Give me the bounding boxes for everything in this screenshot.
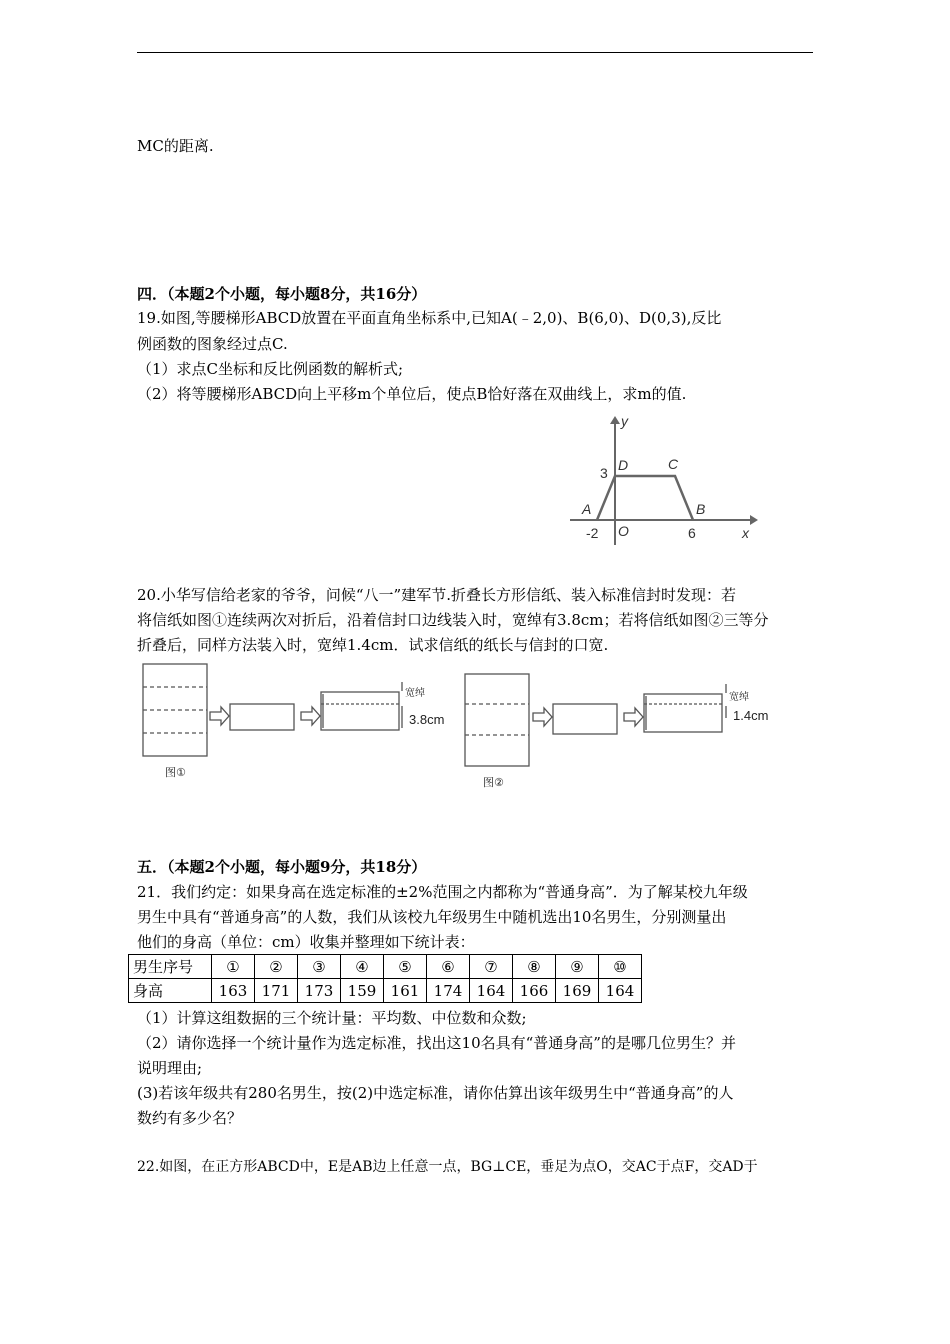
height-value: 171 [255,979,298,1003]
fig1-arrow-1 [210,707,229,725]
student-id: ⑨ [556,955,599,979]
student-id: ⑤ [384,955,427,979]
height-value: 161 [384,979,427,1003]
fig2-envelope [644,694,722,732]
q21-part2a: （2）请你选择一个统计量作为选定标准，找出这10名具有“普通身高”的是哪几位男生？并 [137,1034,736,1052]
q21-line1: 21．我们约定：如果身高在选定标准的±2%范围之内都称为“普通身高”．为了解某校九年级 [137,883,748,901]
label-b: B [696,501,706,517]
height-value: 169 [556,979,599,1003]
height-value: 159 [341,979,384,1003]
student-id: ④ [341,955,384,979]
label-c: C [668,456,679,472]
label-d: D [618,457,629,473]
student-id: ② [255,955,298,979]
student-id: ⑦ [470,955,513,979]
x-axis-arrow [750,515,758,525]
section-4-title: 四．（本题2个小题，每小题8分，共16分） [137,285,427,303]
fig2-paper [465,674,529,766]
height-value: 164 [599,979,642,1003]
height-table [128,954,642,1003]
y-axis-arrow [610,416,620,424]
q20-line1: 20.小华写信给老家的爷爷，问候“八一”建军节.折叠长方形信纸、装入标准信封时发现：若 [137,586,736,604]
fig1-envelope [321,692,399,730]
q20-line3: 折叠后，同样方法装入时，宽绰1.4cm．试求信纸的纸长与信封的口宽. [137,636,609,654]
q21-part1: （1）计算这组数据的三个统计量：平均数、中位数和众数; [137,1009,527,1027]
table-header-row [129,955,642,979]
q19-line1: 19.如图,等腰梯形ABCD放置在平面直角坐标系中,已知A(﹣2,0)、B(6,0)、D(0,3),反比 [137,309,722,327]
q19-part1: （1）求点C坐标和反比例函数的解析式; [137,360,404,378]
label-6: 6 [688,525,696,541]
q21-line3: 他们的身高（单位：cm）收集并整理如下统计表： [137,933,475,951]
q21-line2: 男生中具有“普通身高”的人数，我们从该校九年级男生中随机选出10名男生，分别测量出 [137,908,727,926]
q22-line1: 22.如图，在正方形ABCD中，E是AB边上任意一点，BG⊥CE，垂足为点O，交AC于点F，交AD于 [137,1159,758,1175]
height-value: 173 [298,979,341,1003]
fig2-folded [553,704,617,734]
fig2-measure: 1.4cm [733,708,769,723]
student-id: ③ [298,955,341,979]
label-a: A [582,501,592,517]
height-value: 163 [212,979,255,1003]
letter-folding-figure [137,660,817,795]
fig2-label: 图② [483,777,504,789]
label-y: y [621,413,628,429]
label-neg2: -2 [586,525,599,541]
q19-part2: （2）将等腰梯形ABCD向上平移m个单位后，使点B恰好落在双曲线上，求m的值. [137,385,687,403]
section-5-title: 五．（本题2个小题，每小题9分，共18分） [137,858,427,876]
fig1-slack-label: 宽绰 [405,688,425,699]
student-id: ⑧ [513,955,556,979]
label-3: 3 [600,465,608,481]
fig1-arrow-2 [301,707,320,725]
fig2-arrow-1 [533,708,552,726]
label-o: O [618,523,629,539]
header-rule [137,52,813,53]
fig2-arrow-2 [624,708,643,726]
label-x: x [742,525,749,541]
q20-line2: 将信纸如图①连续两次对折后，沿着信封口边线装入时，宽绰有3.8cm；若将信纸如图②三等分 [137,611,769,629]
fig2-slack-label: 宽绰 [729,692,749,703]
q19-line2: 例函数的图象经过点C. [137,335,288,353]
q21-part3a: (3)若该年级共有280名男生，按(2)中选定标准，请你估算出该年级男生中“普通身高”的人 [137,1084,734,1102]
height-value: 166 [513,979,556,1003]
fig1-label: 图① [165,767,186,779]
table-row-label: 身高 [129,979,212,1003]
q21-part2b: 说明理由; [137,1059,203,1077]
trapezoid-figure [560,410,760,550]
height-value: 174 [427,979,470,1003]
height-value: 164 [470,979,513,1003]
student-id: ⑩ [599,955,642,979]
fig1-folded [230,704,294,730]
trapezoid-outline [597,476,693,520]
q21-part3b: 数约有多少名？ [137,1109,243,1127]
fig1-measure: 3.8cm [409,712,445,727]
student-id: ⑥ [427,955,470,979]
table-row [129,979,642,1003]
student-id: ① [212,955,255,979]
continuation-text: MC的距离. [137,137,214,155]
table-header-label: 男生序号 [129,955,212,979]
